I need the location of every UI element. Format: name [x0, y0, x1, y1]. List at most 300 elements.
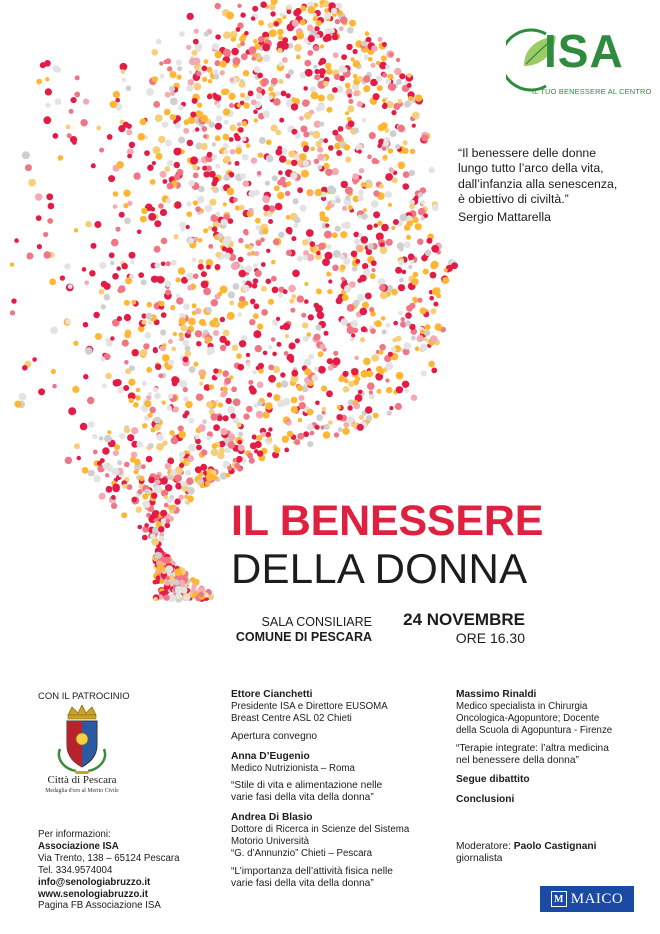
confetti-dot: [196, 445, 202, 451]
confetti-dot: [231, 262, 239, 270]
confetti-dot: [203, 134, 207, 138]
confetti-dot: [295, 133, 301, 139]
confetti-dot: [351, 320, 359, 328]
confetti-dot: [411, 336, 416, 341]
confetti-dot: [259, 137, 266, 144]
confetti-dot: [278, 79, 283, 84]
confetti-dot: [99, 148, 104, 153]
confetti-dot: [242, 285, 250, 293]
confetti-dot: [382, 42, 387, 47]
confetti-dot: [283, 398, 291, 406]
talk-title: varie fasi della vita della donna”: [231, 877, 374, 889]
confetti-dot: [322, 407, 326, 411]
confetti-dot: [320, 44, 324, 48]
confetti-dot: [288, 150, 295, 157]
confetti-dot: [69, 109, 74, 114]
confetti-dot: [152, 161, 156, 165]
confetti-dot: [379, 350, 384, 355]
title-line-1: IL BENESSERE: [231, 497, 544, 545]
confetti-dot: [159, 277, 164, 282]
confetti-dot: [402, 381, 409, 388]
confetti-dot: [144, 400, 151, 407]
confetti-dot: [271, 337, 276, 342]
confetti-dot: [237, 122, 241, 126]
confetti-dot: [128, 379, 135, 386]
confetti-dot: [156, 576, 161, 581]
confetti-dot: [228, 218, 234, 224]
confetti-dot: [243, 70, 249, 76]
confetti-dot: [408, 265, 412, 269]
confetti-dot: [314, 246, 319, 251]
confetti-dot: [328, 365, 334, 371]
confetti-dot: [319, 0, 323, 4]
confetti-dot: [337, 405, 342, 410]
confetti-dot: [153, 597, 157, 601]
confetti-dot: [229, 103, 234, 108]
moderator-role: giornalista: [456, 853, 503, 864]
confetti-dot: [404, 101, 411, 108]
confetti-dot: [164, 109, 171, 116]
confetti-dot: [224, 253, 231, 260]
confetti-dot: [357, 424, 364, 431]
confetti-dot: [238, 238, 243, 243]
date-block: [383, 610, 525, 647]
confetti-dot: [227, 406, 235, 414]
confetti-dot: [235, 161, 240, 166]
confetti-dot: [144, 150, 150, 156]
confetti-dot: [372, 158, 378, 164]
confetti-dot: [365, 293, 372, 300]
confetti-dot: [271, 276, 277, 282]
confetti-dot: [233, 57, 241, 65]
confetti-dot: [72, 386, 79, 393]
confetti-dot: [160, 171, 167, 178]
confetti-dot: [406, 235, 411, 240]
confetti-dot: [378, 369, 384, 375]
confetti-dot: [264, 212, 269, 217]
confetti-dot: [326, 390, 333, 397]
confetti-dot: [133, 402, 139, 408]
confetti-dot: [183, 594, 190, 601]
confetti-dot: [281, 91, 287, 97]
confetti-dot: [414, 196, 419, 201]
confetti-dot: [395, 144, 400, 149]
confetti-dot: [268, 375, 276, 383]
confetti-dot: [201, 281, 209, 289]
confetti-dot: [315, 305, 323, 313]
confetti-dot: [165, 289, 171, 295]
confetti-dot: [297, 187, 303, 193]
confetti-dot: [190, 588, 195, 593]
confetti-dot: [249, 319, 255, 325]
confetti-dot: [278, 35, 283, 40]
confetti-dot: [355, 259, 360, 264]
confetti-dot: [160, 209, 167, 216]
confetti-dot: [173, 148, 181, 156]
confetti-dot: [158, 203, 164, 209]
confetti-dot: [353, 128, 359, 134]
confetti-dot: [336, 150, 342, 156]
confetti-dot: [243, 229, 249, 235]
confetti-dot: [10, 262, 14, 266]
confetti-dot: [117, 387, 123, 393]
confetti-dot: [179, 457, 184, 462]
confetti-dot: [404, 342, 411, 349]
confetti-dot: [383, 140, 389, 146]
confetti-dot: [385, 64, 390, 69]
confetti-dot: [311, 92, 319, 100]
confetti-dot: [246, 362, 250, 366]
confetti-dot: [332, 87, 338, 93]
confetti-dot: [254, 251, 259, 256]
confetti-dot: [308, 35, 315, 42]
confetti-dot: [158, 536, 164, 542]
confetti-dot: [154, 393, 161, 400]
confetti-dot: [267, 392, 272, 397]
confetti-dot: [152, 76, 158, 82]
confetti-dot: [320, 344, 326, 350]
confetti-dot: [410, 260, 415, 265]
confetti-dot: [179, 31, 185, 37]
confetti-dot: [68, 407, 76, 415]
confetti-dot: [361, 213, 368, 220]
confetti-dot: [254, 66, 261, 73]
confetti-dot: [310, 431, 315, 436]
confetti-dot: [381, 316, 386, 321]
confetti-dot: [406, 215, 412, 221]
confetti-dot: [362, 302, 369, 309]
confetti-dot: [216, 115, 223, 122]
confetti-dot: [242, 280, 246, 284]
confetti-dot: [346, 416, 354, 424]
confetti-dot: [240, 12, 245, 17]
confetti-dot: [40, 62, 46, 68]
confetti-dot: [358, 190, 364, 196]
confetti-dot: [179, 317, 187, 325]
confetti-dot: [150, 533, 156, 539]
confetti-dot: [208, 79, 213, 84]
confetti-dot: [162, 441, 167, 446]
speaker-role: della Scuola di Agopuntura - Firenze: [456, 724, 613, 736]
confetti-dot: [380, 122, 387, 129]
confetti-dot: [87, 397, 94, 404]
confetti-dot: [380, 291, 388, 299]
confetti-dot: [202, 77, 207, 82]
confetti-dot: [412, 112, 419, 119]
confetti-dot: [367, 243, 373, 249]
confetti-dot: [371, 200, 379, 208]
confetti-dot: [409, 204, 415, 210]
confetti-dot: [345, 195, 350, 200]
confetti-dot: [178, 267, 186, 275]
confetti-dot: [319, 122, 324, 127]
confetti-dot: [37, 244, 42, 249]
confetti-dot: [171, 561, 175, 565]
confetti-dot: [391, 347, 396, 352]
confetti-dot: [405, 320, 411, 326]
confetti-dot: [99, 493, 106, 500]
confetti-dot: [238, 127, 244, 133]
confetti-dot: [229, 137, 234, 142]
confetti-dot: [303, 86, 308, 91]
confetti-dot: [166, 576, 170, 580]
confetti-dot: [300, 205, 307, 212]
confetti-dot: [319, 211, 325, 217]
confetti-dot: [145, 332, 152, 339]
confetti-dot: [297, 295, 304, 302]
confetti-dot: [410, 149, 415, 154]
confetti-dot: [268, 86, 273, 91]
confetti-dot: [213, 424, 220, 431]
confetti-dot: [335, 226, 341, 232]
confetti-dot: [198, 592, 203, 597]
confetti-dot: [195, 330, 202, 337]
confetti-dot: [383, 155, 387, 159]
confetti-dot: [315, 69, 320, 74]
confetti-dot: [193, 200, 198, 205]
confetti-dot: [193, 173, 199, 179]
confetti-dot: [378, 37, 383, 42]
confetti-dot: [215, 212, 220, 217]
confetti-dot: [288, 69, 294, 75]
confetti-dot: [142, 423, 147, 428]
confetti-dot: [152, 527, 159, 534]
confetti-dot: [115, 98, 120, 103]
quote-line: lungo tutto l’arco della vita,: [458, 161, 604, 176]
confetti-dot: [254, 303, 260, 309]
confetti-dot: [222, 370, 229, 377]
confetti-dot: [160, 579, 165, 584]
confetti-dot: [250, 300, 255, 305]
confetti-dot: [304, 299, 309, 304]
confetti-dot: [45, 103, 50, 108]
confetti-dot: [294, 223, 299, 228]
confetti-dot: [407, 73, 412, 78]
confetti-dot: [186, 85, 193, 92]
confetti-dot: [277, 180, 283, 186]
confetti-dot: [46, 193, 53, 200]
confetti-dot: [345, 187, 353, 195]
confetti-dot: [217, 233, 223, 239]
confetti-dot: [252, 283, 258, 289]
confetti-dot: [341, 54, 347, 60]
confetti-dot: [331, 200, 336, 205]
confetti-dot: [429, 296, 434, 301]
confetti-dot: [212, 179, 217, 184]
confetti-dot: [164, 557, 171, 564]
confetti-dot: [236, 353, 242, 359]
confetti-dot: [347, 27, 354, 34]
confetti-dot: [183, 128, 189, 134]
confetti-dot: [307, 25, 313, 31]
confetti-dot: [161, 262, 166, 267]
confetti-dot: [188, 318, 196, 326]
confetti-dot: [215, 164, 220, 169]
confetti-dot: [179, 495, 184, 500]
confetti-dot: [186, 211, 192, 217]
confetti-dot: [154, 263, 160, 269]
confetti-dot: [194, 362, 199, 367]
confetti-dot: [294, 217, 301, 224]
confetti-dot: [324, 8, 329, 13]
confetti-dot: [231, 386, 237, 392]
confetti-dot: [189, 366, 196, 373]
confetti-dot: [22, 365, 28, 371]
confetti-dot: [327, 94, 335, 102]
confetti-dot: [158, 526, 164, 532]
confetti-dot: [386, 387, 393, 394]
confetti-dot: [134, 469, 139, 474]
speaker-role: Breast Centre ASL 02 Chieti: [231, 712, 352, 724]
confetti-dot: [352, 266, 358, 272]
confetti-dot: [60, 275, 65, 280]
confetti-dot: [95, 333, 102, 340]
confetti-dot: [104, 435, 112, 443]
confetti-dot: [340, 264, 346, 270]
confetti-dot: [270, 11, 275, 16]
confetti-dot: [154, 486, 162, 494]
confetti-dot: [186, 201, 191, 206]
confetti-dot: [340, 16, 348, 24]
confetti-dot: [261, 309, 268, 316]
confetti-dot: [286, 421, 291, 426]
confetti-dot: [417, 298, 422, 303]
confetti-dot: [186, 329, 191, 334]
confetti-dot: [119, 212, 125, 218]
confetti-dot: [163, 594, 169, 600]
confetti-dot: [357, 215, 361, 219]
confetti-dot: [215, 35, 220, 40]
confetti-dot: [220, 61, 227, 68]
confetti-dot: [202, 166, 207, 171]
confetti-dot: [190, 112, 196, 118]
confetti-dot: [365, 31, 370, 36]
confetti-dot: [285, 334, 289, 338]
confetti-dot: [341, 277, 345, 281]
confetti-dot: [433, 302, 438, 307]
confetti-dot: [186, 462, 190, 466]
confetti-dot: [421, 135, 428, 142]
confetti-dot: [216, 103, 221, 108]
confetti-dot: [334, 432, 339, 437]
quote-line: è obiettivo di civiltà.”: [458, 192, 569, 207]
speaker-role: Motorio Università: [231, 836, 310, 848]
confetti-dot: [206, 473, 214, 481]
confetti-dot: [91, 163, 96, 168]
confetti-dot: [184, 410, 189, 415]
speaker-role: Medico Nutrizionista – Roma: [231, 762, 355, 774]
confetti-dot: [318, 165, 323, 170]
confetti-dot: [19, 393, 27, 401]
confetti-dot: [200, 464, 207, 471]
confetti-dot: [158, 136, 165, 143]
confetti-dot: [325, 252, 333, 260]
confetti-dot: [148, 213, 156, 221]
confetti-dot: [273, 98, 281, 106]
confetti-dot: [402, 148, 408, 154]
confetti-dot: [317, 312, 325, 320]
confetti-dot: [88, 470, 95, 477]
confetti-dot: [138, 484, 142, 488]
confetti-dot: [263, 54, 271, 62]
confetti-dot: [389, 52, 394, 57]
confetti-dot: [206, 265, 211, 270]
confetti-dot: [354, 356, 359, 361]
confetti-dot: [212, 443, 218, 449]
confetti-dot: [223, 174, 230, 181]
confetti-dot: [201, 143, 208, 150]
confetti-dot: [294, 44, 302, 52]
confetti-dot: [223, 415, 229, 421]
confetti-dot: [417, 335, 424, 342]
confetti-dot: [432, 204, 439, 211]
confetti-dot: [174, 579, 180, 585]
confetti-dot: [153, 146, 161, 154]
confetti-dot: [286, 4, 291, 9]
isa-logo: [506, 24, 652, 104]
confetti-dot: [175, 123, 181, 129]
confetti-dot: [297, 385, 303, 391]
confetti-dot: [154, 220, 161, 227]
confetti-dot: [111, 495, 116, 500]
confetti-dot: [313, 16, 318, 21]
confetti-dot: [240, 41, 245, 46]
confetti-dot: [124, 300, 130, 306]
confetti-dot: [249, 46, 257, 54]
confetti-dot: [219, 448, 225, 454]
confetti-dot: [265, 181, 270, 186]
confetti-dot: [215, 60, 221, 66]
confetti-dot: [224, 156, 231, 163]
confetti-dot: [223, 330, 230, 337]
confetti-dot: [418, 208, 426, 216]
confetti-dot: [180, 481, 186, 487]
confetti-dot: [262, 43, 270, 51]
confetti-dot: [359, 168, 364, 173]
confetti-dot: [276, 317, 280, 321]
confetti-dot: [373, 190, 379, 196]
confetti-dot: [213, 330, 219, 336]
confetti-dot: [255, 345, 262, 352]
confetti-dot: [44, 251, 51, 258]
confetti-dot: [97, 461, 102, 466]
confetti-dot: [398, 162, 406, 170]
confetti-dot: [353, 74, 358, 79]
confetti-dot: [93, 475, 100, 482]
speaker-role: Presidente ISA e Direttore EUSOMA: [231, 700, 388, 712]
info-org: Associazione ISA: [38, 840, 119, 852]
confetti-dot: [288, 230, 293, 235]
confetti-dot: [388, 352, 393, 357]
confetti-dot: [195, 127, 199, 131]
confetti-dot: [188, 79, 195, 86]
confetti-dot: [263, 111, 270, 118]
confetti-dot: [10, 310, 15, 315]
confetti-dot: [430, 272, 437, 279]
confetti-dot: [369, 307, 374, 312]
confetti-dot: [112, 273, 119, 280]
confetti-dot: [393, 321, 398, 326]
confetti-dot: [350, 337, 354, 341]
confetti-dot: [205, 337, 212, 344]
confetti-dot: [115, 379, 122, 386]
confetti-dot: [96, 126, 101, 131]
confetti-dot: [297, 256, 303, 262]
confetti-dot: [391, 110, 396, 115]
confetti-dot: [195, 206, 201, 212]
confetti-dot: [208, 226, 212, 230]
confetti-dot: [253, 313, 259, 319]
